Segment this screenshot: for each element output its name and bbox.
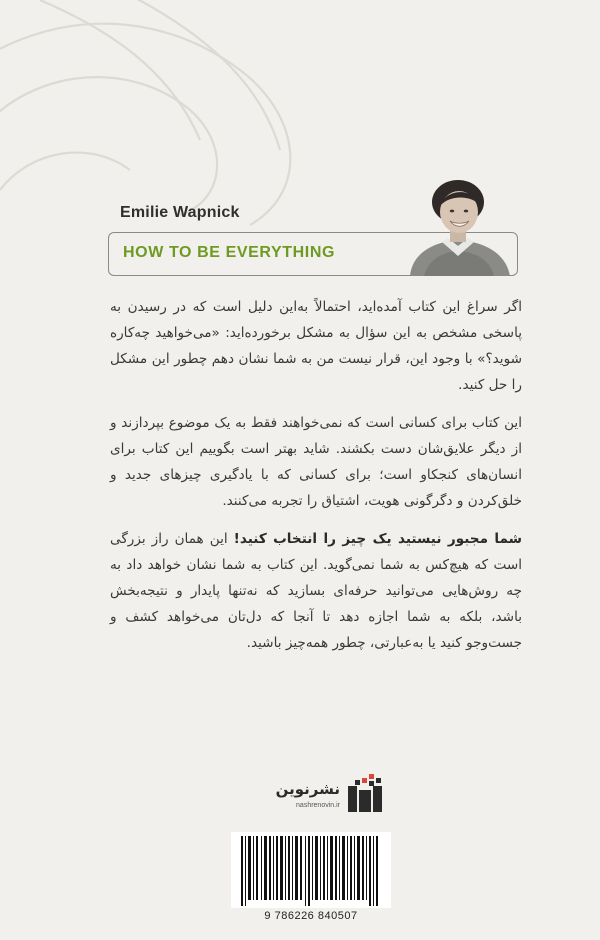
blurb-paragraph-3: [110, 526, 522, 656]
isbn-barcode: [231, 832, 391, 922]
blurb-paragraph-1: [110, 294, 522, 398]
publisher-block: [270, 772, 390, 818]
paragraph-text: این همان راز بزرگی است که هیچ‌کس به شما نمی‌گوید. این کتاب به شما نشان خواهد داد به چه روش‌هایی می‌توانید حرفه‌ای بسازید که نه‌تنها پایدار و نتیجه‌بخش باشد، بلکه به شما اجازه دهد تا آنجا که دل‌تان می‌خواهد کشف و جست‌وجو کنید یا به‌عبارتی، چطور همه‌چیز باشید.: [110, 531, 522, 651]
barcode-icon: [231, 832, 391, 908]
paragraph-text: این کتاب برای کسانی است که نمی‌خواهند فقط به یک موضوع بپردازند و از دیگر علایق‌شان دست بکشند. شاید بهتر است بگوییم این کتاب برای انسان‌های کنجکاو است؛ برای کسانی که با یادگیری چیزهای جدید و خلق‌کردن و دگرگونی هویت، اشتیاق را تجربه می‌کنند.: [110, 415, 522, 509]
author-photo: [402, 176, 516, 276]
isbn-number: 9 786226 840507: [264, 910, 358, 922]
paragraph-emphasis: شما مجبور نیستید یک چیز را انتخاب کنید!: [233, 531, 522, 547]
publisher-name: نشرنوین: [275, 780, 340, 798]
publisher-logo-icon: [346, 772, 386, 816]
blurb: [110, 294, 522, 668]
book-title: HOW TO BE EVERYTHING: [123, 244, 336, 261]
paragraph-text: اگر سراغ این کتاب آمده‌اید، احتمالاً به‌این دلیل است که در رسیدن به پاسخی مشخص به این سؤال به مشکل برخورده‌اید: «می‌خواهید چه‌کاره شوید؟» با وجود این، قرار نیست من به شما نشان دهم چطور این مشکل را حل کنید.: [110, 299, 522, 393]
author-name: Emilie Wapnick: [120, 204, 240, 221]
blurb-paragraph-2: [110, 410, 522, 514]
publisher-url: nashrenovin.ir: [296, 802, 340, 809]
